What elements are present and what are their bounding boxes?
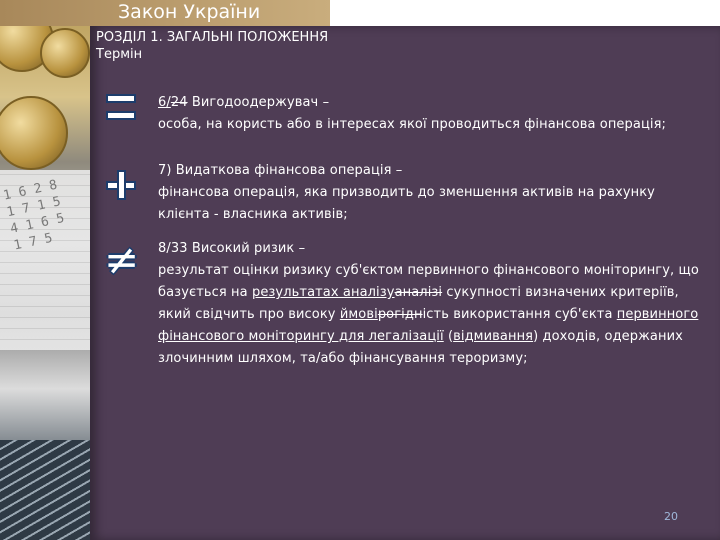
definition-segment: сукупності визначених критеріїв, який свідчить про високу <box>158 285 679 322</box>
term-beneficiary <box>158 92 703 136</box>
definition-segment: ) доходів, одержаних злочинним шляхом, та/або фінансування тероризму; <box>158 329 683 366</box>
term-title: 8/33 Високий ризик – <box>158 241 306 256</box>
decorative-digits: 1 6 2 8 1 7 1 5 4 1 6 5 1 7 5 <box>1 177 66 254</box>
inserted-text: результатах аналізу <box>251 285 395 300</box>
plus-bar-vertical <box>117 170 126 200</box>
coin-image <box>40 28 90 78</box>
equals-icon <box>106 92 136 122</box>
term-definition: особа, на користь або в інтересах якої проводиться фінансова операція; <box>158 117 667 132</box>
term-number-new: 6/ <box>158 95 171 110</box>
term-title: 7) Видаткова фінансова операція – <box>158 163 403 178</box>
inserted-text: ймові <box>339 307 378 322</box>
keyboard-image <box>0 440 90 540</box>
section-title: РОЗДІЛ 1. ЗАГАЛЬНІ ПОЛОЖЕННЯ <box>96 30 329 45</box>
law-title: Закон України <box>118 1 261 23</box>
plus-icon <box>106 170 136 200</box>
term-number-old: 24 <box>170 95 188 110</box>
definition-segment: результат оцінки ризику суб'єктом первинного фінансового моніторингу, що базується на <box>158 263 699 300</box>
equals-bar-bottom <box>106 111 136 120</box>
term-title <box>158 92 703 114</box>
term-definition <box>158 260 703 370</box>
deleted-text: рогідн <box>377 307 423 322</box>
term-high-risk <box>158 238 703 370</box>
not-equal-glyph: ≠ <box>104 235 140 284</box>
inserted-text: відмивання <box>453 329 534 344</box>
equals-bar-top <box>106 94 136 103</box>
definition-segment: ( <box>443 329 454 344</box>
term-definition: фінансова операція, яка призводить до зменшення активів на рахунку клієнта - власника активів; <box>158 185 655 222</box>
term-title-text: Вигодоодержувач – <box>187 95 330 110</box>
coin-image <box>0 96 68 170</box>
definition-segment: ість використання суб'єкта <box>422 307 617 322</box>
term-label: Термін <box>96 47 143 62</box>
decorative-photo-strip <box>0 0 90 540</box>
inserted-text: первинного фінансового моніторингу для легалізації <box>158 307 699 344</box>
page-number: 20 <box>664 510 678 523</box>
term-expense-operation <box>158 160 703 226</box>
not-equal-icon <box>104 235 140 284</box>
deleted-text: аналізі <box>394 285 443 300</box>
